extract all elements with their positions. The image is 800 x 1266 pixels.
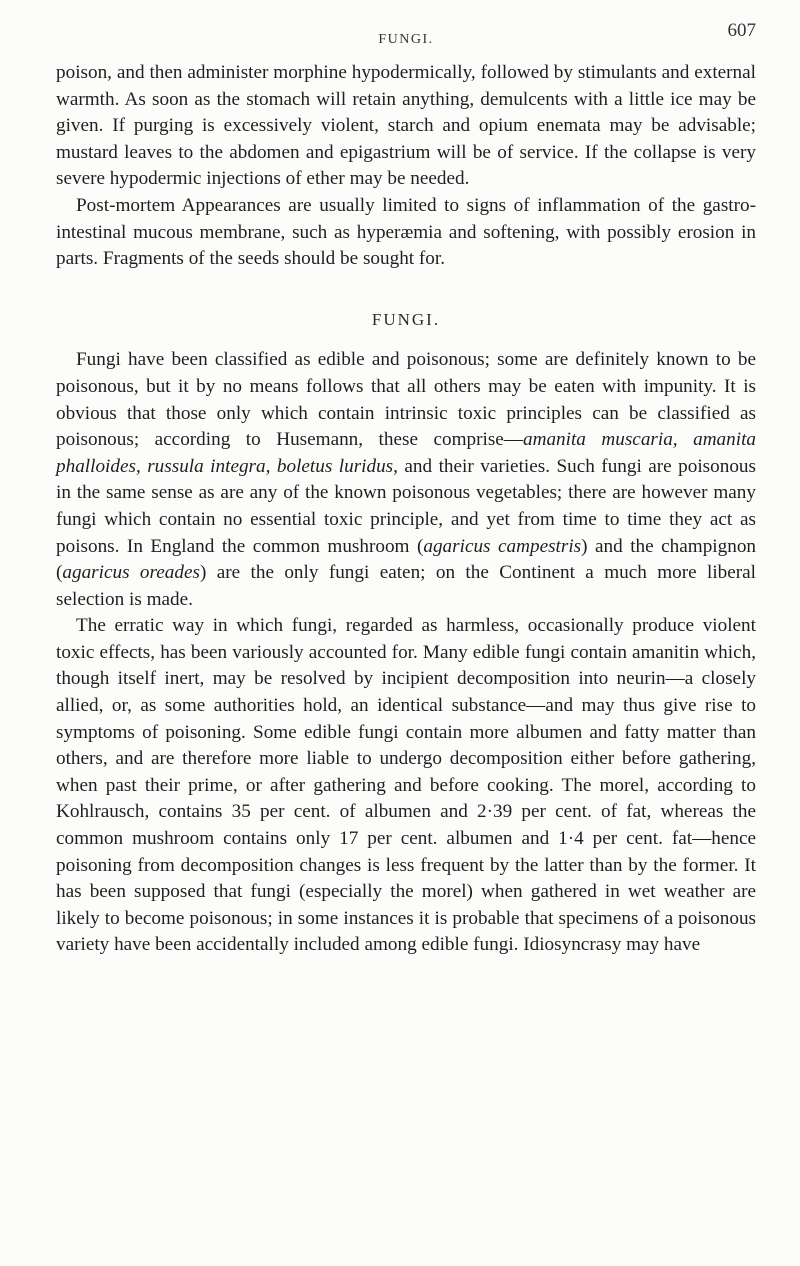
paragraph-fungi-classification bbox=[56, 347, 756, 613]
section-heading: FUNGI. bbox=[371, 309, 441, 329]
paragraph-erratic-toxicity: The erratic way in which fungi, regarded as harmless, occasionally produce violent toxic effects, has been variously accounted for. Many edible fungi contain amanitin which, though itself inert, may be resolved by incipient decomposition into neurin—a closely allied, or, as some authorities hold, an identical substance—and may thus give rise to symptoms of poisoning. Some edible fungi contain more albumen and fatty matter than others, and are therefore more liable to undergo decomposition either before gathering, when past their prime, or after gathering and before cooking. The morel, according to Kohlrausch, contains 35 per cent. of albumen and 2·39 per cent. of fat, whereas the common mushroom contains only 17 per cent. albumen and 1·4 per cent. fat—hence poisoning from decomposition changes is less frequent by the latter than by the former. It has been supposed that fungi (especially the morel) when gathered in wet weather are likely to become poisonous; in some instances it is probable that specimens of a poisonous variety have been accidentally included among edible fungi. Idiosyncrasy may have bbox=[56, 615, 756, 956]
species-name-mushroom: agaricus campestris bbox=[423, 535, 582, 557]
species-name-champignon: agaricus oreades bbox=[62, 562, 200, 584]
paragraph-treatment: poison, and then administer morphine hypodermically, followed by stimulants and external warmth. As soon as the stomach will retain anything, demulcents with a little ice may be given. If purging is excessively violent, starch and opium enemata may be advisable; mustard leaves to the abdomen and epigastrium will be of service. If the collapse is very severe hypodermic injections of ether may be needed. bbox=[56, 62, 756, 190]
text-run: Fungi have been classified as edible and poisonous; some are definitely known to be poisonous, but it by no means follows that all others may be eaten with impunity. It is obvious that those only which contain intrinsic toxic principles can be classified as poisonous; according to Husemann, these comprise— bbox=[56, 349, 756, 451]
page-number: 607 bbox=[727, 20, 756, 41]
running-head-title: FUNGI. bbox=[378, 32, 434, 47]
body-text bbox=[56, 60, 756, 959]
species-names: amanita muscaria, amanita phalloides, russula integra, boletus luridus, bbox=[56, 429, 756, 477]
text-run: ) are the only fungi eaten; on the Continent a much more liberal selection is made. bbox=[56, 562, 756, 610]
text-run: and their varieties. Such fungi are poisonous in the same sense as are any of the known poisonous vegetables; there are however many fungi which contain no essential toxic principle, and yet from time to time they act as poisons. In England the common mushroom ( bbox=[56, 455, 756, 557]
running-head bbox=[56, 20, 756, 50]
text-run: ) and the champignon ( bbox=[56, 535, 757, 584]
paragraph-post-mortem: Post-mortem Appearances are usually limited to signs of inflammation of the gastro-intestinal mucous membrane, such as hyperæmia and softening, with possibly erosion in parts. Fragments of the seeds should be sought for. bbox=[56, 194, 756, 270]
